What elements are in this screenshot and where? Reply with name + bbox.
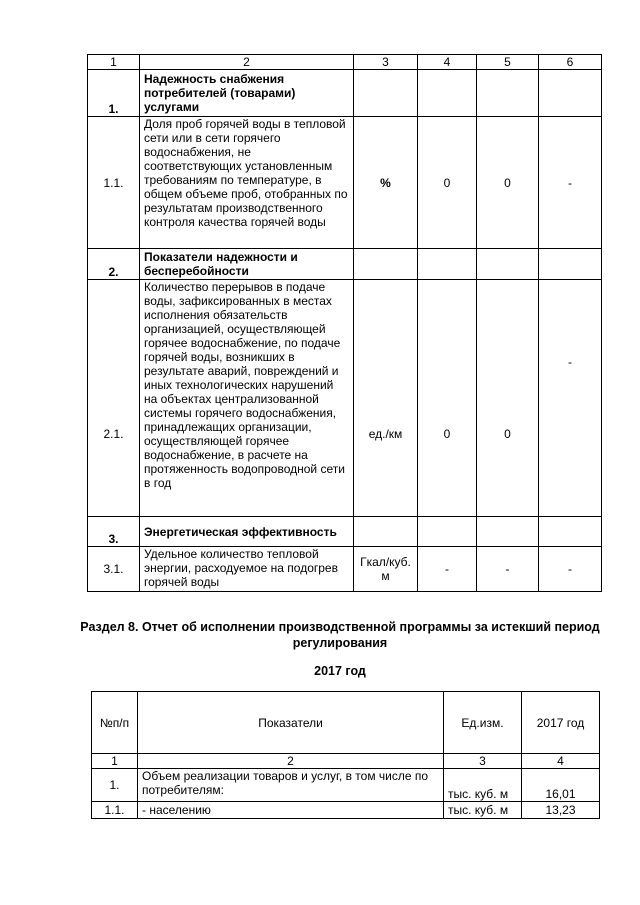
row-value: 16,01 [522,769,600,802]
program-report-table [91,691,600,819]
header-row [92,692,600,754]
column-number-row [92,754,600,769]
col-number: 3 [444,754,522,769]
row-value-5: 0 [477,280,539,517]
row-number: 2.1. [88,280,140,517]
row-value-6: - [539,117,602,249]
row-name: Количество перерывов в подаче воды, зафиксированных в местах исполнения обязательств организацией, осуществляющей горячее водоснабжение, по подаче горячей воды, возникших в результате аварий, повреждений и иных технологических нарушений на объектах централизованной системы горячего водоснабжения, принадлежащих организации, осуществляющей горячее водоснабжение, в расчете на протяженность водопроводной сети в год [140,280,354,517]
row-unit: % [354,117,418,249]
indicators-table [87,54,602,592]
row-value-5 [477,517,539,547]
table-row [92,802,600,819]
row-unit: ед./км [354,280,418,517]
year-heading: 2017 год [314,664,366,678]
row-number: 3.1. [88,547,140,592]
table-row [88,70,602,117]
row-value-5: - [477,547,539,592]
row-unit: тыс. куб. м [444,802,522,819]
row-value-4: - [418,547,477,592]
row-unit: Гкал/куб. м [354,547,418,592]
row-number: 1.1. [88,117,140,249]
row-number: 1. [92,769,138,802]
row-value-4 [418,249,477,280]
col-number: 3 [354,55,418,70]
row-name: Надежность снабжения потребителей (товарами) услугами [140,70,354,117]
row-value-5 [477,249,539,280]
table-row [88,547,602,592]
row-value-5 [477,70,539,117]
table-row [88,517,602,547]
table-row [88,249,602,280]
row-name: Удельное количество тепловой энергии, расходуемое на подогрев горячей воды [140,547,354,592]
row-number: 3. [88,517,140,547]
row-value-6 [539,70,602,117]
col-number: 1 [92,754,138,769]
header-year: 2017 год [522,692,600,754]
row-value-4: 0 [418,117,477,249]
row-unit: тыс. куб. м [444,769,522,802]
row-name: Показатели надежности и бесперебойности [140,249,354,280]
row-name: Энергетическая эффективность [140,517,354,547]
row-value: 13,23 [522,802,600,819]
header-name: Показатели [138,692,444,754]
row-value-4: 0 [418,280,477,517]
table-row [88,117,602,249]
row-value-6 [539,517,602,547]
row-unit [354,249,418,280]
col-number: 2 [138,754,444,769]
col-number: 6 [539,55,602,70]
col-number: 2 [140,55,354,70]
row-value-4 [418,70,477,117]
row-name: Доля проб горячей воды в тепловой сети или в сети горячего водоснабжения, не соответствующих установленным требованиям по температуре, в общем объеме проб, отобранных по результатам производственного контроля качества горячей воды [140,117,354,249]
row-value-6 [539,249,602,280]
header-num: №п/п [92,692,138,754]
row-number: 1. [88,70,140,117]
column-number-row [88,55,602,70]
col-number: 1 [88,55,140,70]
table-row [88,280,602,517]
row-value-4 [418,517,477,547]
row-number: 2. [88,249,140,280]
col-number: 4 [522,754,600,769]
row-value-6: - [539,280,602,517]
row-number: 1.1. [92,802,138,819]
row-value-5: 0 [477,117,539,249]
row-unit [354,70,418,117]
row-name: Объем реализации товаров и услуг, в том числе по потребителям: [138,769,444,802]
row-name: - населению [138,802,444,819]
col-number: 4 [418,55,477,70]
section-title: Раздел 8. Отчет об исполнении производственной программы за истекший период регулирования [80,620,600,650]
header-unit: Ед.изм. [444,692,522,754]
row-unit [354,517,418,547]
table-row [92,769,600,802]
col-number: 5 [477,55,539,70]
row-value-6: - [539,547,602,592]
